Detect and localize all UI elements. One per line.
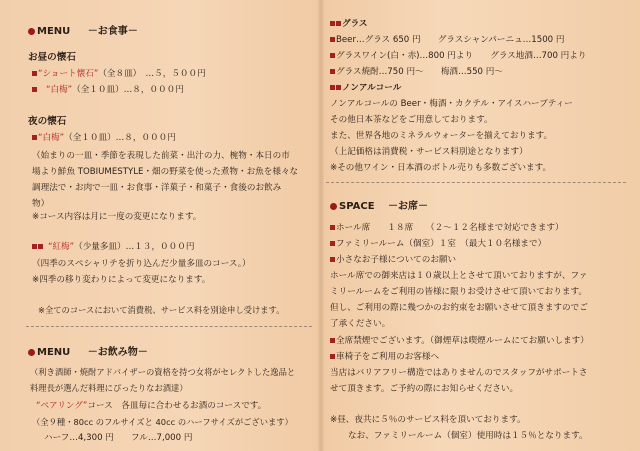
square-bullet-icon <box>330 37 335 42</box>
menu-food-heading: MENU －お食事－ <box>28 26 138 38</box>
tax-note: ※全てのコースにおいて消費税、サービス料を別途申し受けます。 <box>38 305 285 315</box>
square-bullet-icon <box>330 53 335 58</box>
page-fold <box>318 0 324 451</box>
space-heading: SPACE －お席－ <box>330 201 428 213</box>
dinner-title: 夜の懐石 <box>28 116 67 127</box>
square-bullet-icon <box>32 71 37 76</box>
square-bullet-icon <box>32 87 37 92</box>
family-room: ファミリールーム（個室）１室 （最大１０名様まで） <box>330 238 546 250</box>
nonalc-line-5: ※その他ワイン・日本酒のボトル売りも多数ございます。 <box>330 163 552 173</box>
square-bullet-icon <box>32 135 37 140</box>
kids-line-2: ミリールームをご利用の皆様に限りお受けさせて頂いております。 <box>330 287 587 297</box>
bullet-icon <box>330 203 337 210</box>
dinner-desc-3: 調理法で・お肉で一皿・お食事・洋菓子・和菓子・食後のお飲み <box>32 183 282 193</box>
kids-title: 小さなお子様についてのお願い <box>330 254 456 266</box>
square-bullet-icon <box>38 244 43 249</box>
nonalc-line-3: また、世界各地のミネラルウォーターを揃えております。 <box>330 131 553 141</box>
pairing-desc: （全９種・80cc のフルサイズと 40cc のハーフサイズがございます） <box>32 417 293 427</box>
square-bullet-icon <box>32 244 37 249</box>
glass-line-2: グラスワイン(白・赤)…800 円より グラス地酒…700 円より <box>330 50 586 62</box>
nonalc-line-4: （上記価格は消費税・サービス料別途となります） <box>330 147 528 157</box>
square-bullet-icon <box>330 21 335 26</box>
kobai-item: “紅梅”（少量多皿）…１３，０００円 <box>32 241 194 253</box>
square-bullet-icon <box>330 69 335 74</box>
wheelchair-title: 車椅子をご利用のお客様へ <box>330 351 439 363</box>
bullet-icon <box>28 28 35 35</box>
pairing-price: ハーフ…4,300 円 フル…7,000 円 <box>44 433 193 443</box>
square-bullet-icon <box>336 21 341 26</box>
square-bullet-icon <box>330 225 335 230</box>
service-note: ※昼、夜共に５％のサービス料を頂いております。 <box>330 415 526 425</box>
kids-line-1: ホール席での御来店は１０歳以上とさせて頂いておりますが、ファ <box>330 271 588 281</box>
dinner-desc-2: 場より鮮魚 TOBIUMESTYLE・畑の野菜を使った煮物・お魚を様々な <box>32 167 299 177</box>
nonalc-line-2: その他日本茶などをご用意しております。 <box>330 115 493 125</box>
nonalc-line-1: ノンアルコールの Beer・梅酒・カクテル・アイスハーブティー <box>330 99 573 109</box>
section-divider <box>326 182 626 183</box>
section-divider <box>26 326 312 327</box>
dinner-desc-4: 物） <box>32 199 50 209</box>
kobai-desc: （四季のスペシャリテを折り込んだ少量多皿のコース。） <box>32 259 251 269</box>
hall-seats: ホール席 １８席 （２～１２名様まで対応できます） <box>330 222 564 234</box>
drink-desc-1: （利き酒師・焼酎アドバイザーの資格を持つ女将がセレクトした逸品と <box>30 367 296 377</box>
square-bullet-icon <box>330 85 335 90</box>
square-bullet-icon <box>330 338 335 343</box>
square-bullet-icon <box>330 354 335 359</box>
lunch-title: お昼の懐石 <box>28 52 76 63</box>
lunch-item-hakubai: “白梅”（全１０皿）…８，０００円 <box>32 84 184 96</box>
kids-line-3: 但し、ご利用の際に幾つかのお約束をお願いさせて頂きますのでご <box>330 303 588 313</box>
square-bullet-icon <box>336 85 341 90</box>
glass-title: グラス <box>330 18 368 30</box>
pairing-item: “ペアリング”コース 各皿毎に合わせるお酒のコースです。 <box>36 401 267 411</box>
nonalc-title: ノンアルコール <box>330 82 401 94</box>
glass-line-3: グラス焼酎…750 円～ 梅酒…550 円～ <box>330 66 503 78</box>
drink-desc-2: 料理長が選んだ料理にぴったりなお酒達） <box>30 383 188 393</box>
kobai-note: ※四季の移り変わりによって変更になります。 <box>32 275 211 285</box>
square-bullet-icon <box>330 241 335 246</box>
dinner-desc-1: （始まりの一皿・季節を表現した前菜・出汁の力、椀物・本日の市 <box>32 151 290 161</box>
menu-drink-heading: MENU －お飲み物－ <box>28 347 148 359</box>
dinner-note: ※コース内容は月に一度の変更になります。 <box>32 212 202 222</box>
bullet-icon <box>28 349 35 356</box>
square-bullet-icon <box>330 257 335 262</box>
dinner-item-hakubai: “白梅”（全１０皿）…８，０００円 <box>32 132 176 144</box>
kids-line-4: 了承ください。 <box>330 319 391 329</box>
wheelchair-line-1: 当店はバリアフリー構造ではありませんのでスタッフがサポートさ <box>330 368 588 378</box>
nosmoke-note: 全席禁煙でございます。（御煙草は喫煙ルームにてお願いします） <box>330 335 589 347</box>
family-service-note: なお、ファミリールーム（個室）使用時は１５％となります。 <box>348 431 588 441</box>
glass-line-1: Beer…グラス 650 円 グラスシャンパーニュ…1500 円 <box>330 34 564 46</box>
lunch-item-short: “ショート懐石”（全８皿） …５，５００円 <box>32 68 206 80</box>
wheelchair-line-2: せて頂きます。ご予約の際にお知らせください。 <box>330 384 519 394</box>
